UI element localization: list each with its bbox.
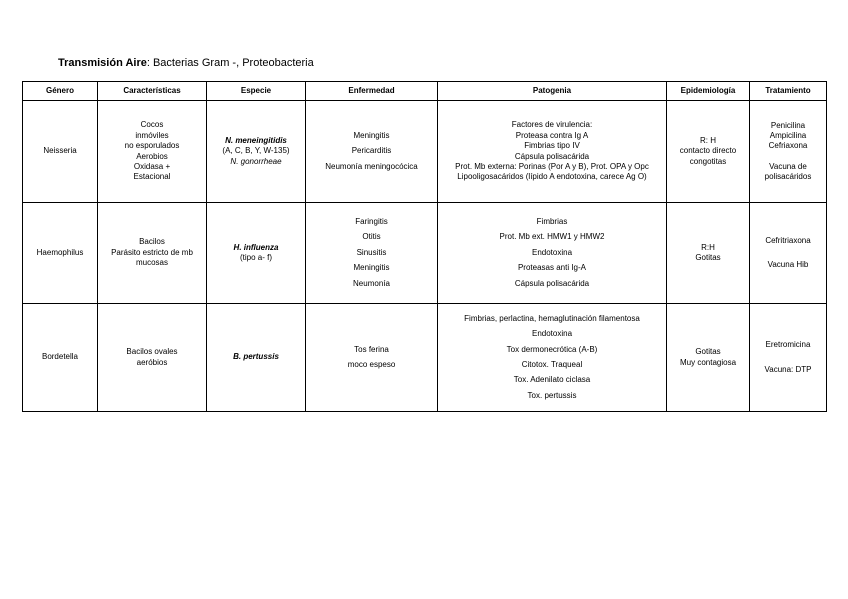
text-line: aeróbios xyxy=(136,357,168,367)
text-line: moco espeso xyxy=(347,360,396,369)
cell-caracteristicas xyxy=(98,304,207,412)
text-line: Pericarditis xyxy=(351,146,392,156)
header-epidemiologia: Epidemiología xyxy=(667,82,750,101)
cell-especie xyxy=(207,101,306,203)
text-line: Endotoxina xyxy=(531,329,573,339)
cell-especie xyxy=(207,304,306,412)
cell-genero: Haemophilus xyxy=(23,203,98,304)
cell-caracteristicas xyxy=(98,101,207,203)
cell-epidemiologia xyxy=(667,304,750,412)
text-line: congotitas xyxy=(689,156,727,166)
text-line: polisacáridos xyxy=(764,172,812,182)
text-line: Endotoxina xyxy=(531,247,573,257)
text-line: Meningitis xyxy=(353,263,390,273)
species-name: H. influenza xyxy=(233,242,279,252)
spacer xyxy=(752,351,824,365)
title-rest: : Bacterias Gram -, Proteobacteria xyxy=(146,57,314,69)
text-line: Bacilos xyxy=(139,237,165,247)
text-line: Prot. Mb ext. HMW1 y HMW2 xyxy=(499,232,605,242)
text-line: Vacuna: DTP xyxy=(764,364,812,374)
text-line: Muy contagiosa xyxy=(679,357,737,367)
text-line: Otitis xyxy=(362,232,381,242)
species-name: N. meneingitidis xyxy=(225,135,287,145)
text-line: Proteasa contra Ig A xyxy=(515,130,589,140)
cell-epidemiologia xyxy=(667,101,750,203)
text-line: Bacilos ovales xyxy=(126,347,178,357)
species-name: N. gonorrheae xyxy=(230,156,282,166)
cell-patogenia xyxy=(438,101,667,203)
text-line: Cápsula polisacárida xyxy=(514,278,590,288)
cell-enfermedad xyxy=(306,203,438,304)
text-line: Neumonía xyxy=(353,278,390,288)
text-line: Faringitis xyxy=(355,217,388,227)
text-line: Neumonía meningocócica xyxy=(325,161,418,171)
species-serogroups: (A, C, B, Y, W-135) xyxy=(222,146,290,156)
text-line: Ampicilina xyxy=(769,130,807,140)
text-line: Fimbrias, perlactina, hemaglutinación filamentosa xyxy=(464,313,640,323)
text-line: Lipooligosacáridos (lípido A endotoxina, carece Ag O) xyxy=(457,172,647,182)
bacteria-table xyxy=(22,81,827,412)
species-name: B. pertussis xyxy=(233,352,279,362)
text-line: Proteasas anti Ig-A xyxy=(517,263,587,273)
spacer xyxy=(752,152,824,162)
text-line: Fimbrias xyxy=(536,217,568,227)
text-line: Factores de virulencia: xyxy=(511,120,593,130)
page-title xyxy=(58,57,314,69)
cell-enfermedad xyxy=(306,101,438,203)
header-patogenia: Patogenia xyxy=(438,82,667,101)
text-line: R:H xyxy=(701,242,715,252)
spacer xyxy=(752,246,824,260)
text-line: Cocos xyxy=(140,120,164,130)
cell-enfermedad xyxy=(306,304,438,412)
cell-caracteristicas xyxy=(98,203,207,304)
text-line: Prot. Mb externa: Porinas (Por A y B), Prot. OPA y Opc xyxy=(455,161,649,171)
text-line: Parásito estricto de mb xyxy=(111,247,193,257)
header-especie: Especie xyxy=(207,82,306,101)
header-enfermedad: Enfermedad xyxy=(306,82,438,101)
text-line: Aerobios xyxy=(136,151,168,161)
cell-tratamiento xyxy=(750,304,827,412)
text-line: inmóviles xyxy=(135,130,169,140)
text-line: Eretromicina xyxy=(765,340,811,350)
text-line: Cefriaxona xyxy=(768,141,808,151)
text-line: Tox dermonecrótica (A-B) xyxy=(506,344,598,354)
text-line: Gotitas xyxy=(695,253,721,262)
header-caracteristicas: Características xyxy=(98,82,207,101)
cell-epidemiologia xyxy=(667,203,750,304)
text-line: Vacuna de xyxy=(769,161,807,171)
text-line: R: H xyxy=(700,135,716,145)
table-row xyxy=(23,203,827,304)
text-line: mucosas xyxy=(135,258,168,268)
species-types: (tipo a- f) xyxy=(239,253,272,262)
text-line: Meningitis xyxy=(353,130,390,140)
header-tratamiento: Tratamiento xyxy=(750,82,827,101)
text-line: Tox. pertussis xyxy=(527,390,577,400)
table-row xyxy=(23,304,827,412)
title-bold: Transmisión Aire xyxy=(58,57,147,69)
text-line: Gotitas xyxy=(695,347,721,357)
text-line: Oxidasa + xyxy=(133,161,171,171)
table-row xyxy=(23,101,827,203)
text-line: Cefritriaxona xyxy=(765,235,811,245)
text-line: Fimbrias tipo IV xyxy=(524,141,580,151)
text-line: no esporulados xyxy=(124,141,180,151)
header-genero: Género xyxy=(23,82,98,101)
text-line: Vacuna Hib xyxy=(767,260,809,269)
text-line: contacto directo xyxy=(679,146,737,156)
cell-especie xyxy=(207,203,306,304)
text-line: Tox. Adenilato ciclasa xyxy=(513,375,591,385)
text-line: Estacional xyxy=(133,172,171,182)
cell-patogenia xyxy=(438,203,667,304)
text-line: Cápsula polisacárida xyxy=(514,151,590,161)
text-line: Sinusitis xyxy=(356,247,387,257)
text-line: Tos ferina xyxy=(354,344,389,354)
cell-genero: Bordetella xyxy=(23,304,98,412)
cell-tratamiento xyxy=(750,101,827,203)
cell-patogenia xyxy=(438,304,667,412)
text-line: Citotox. Traqueal xyxy=(521,360,583,369)
cell-genero: Neisseria xyxy=(23,101,98,203)
table-header-row xyxy=(23,82,827,101)
cell-tratamiento xyxy=(750,203,827,304)
text-line: Penicilina xyxy=(770,120,806,130)
